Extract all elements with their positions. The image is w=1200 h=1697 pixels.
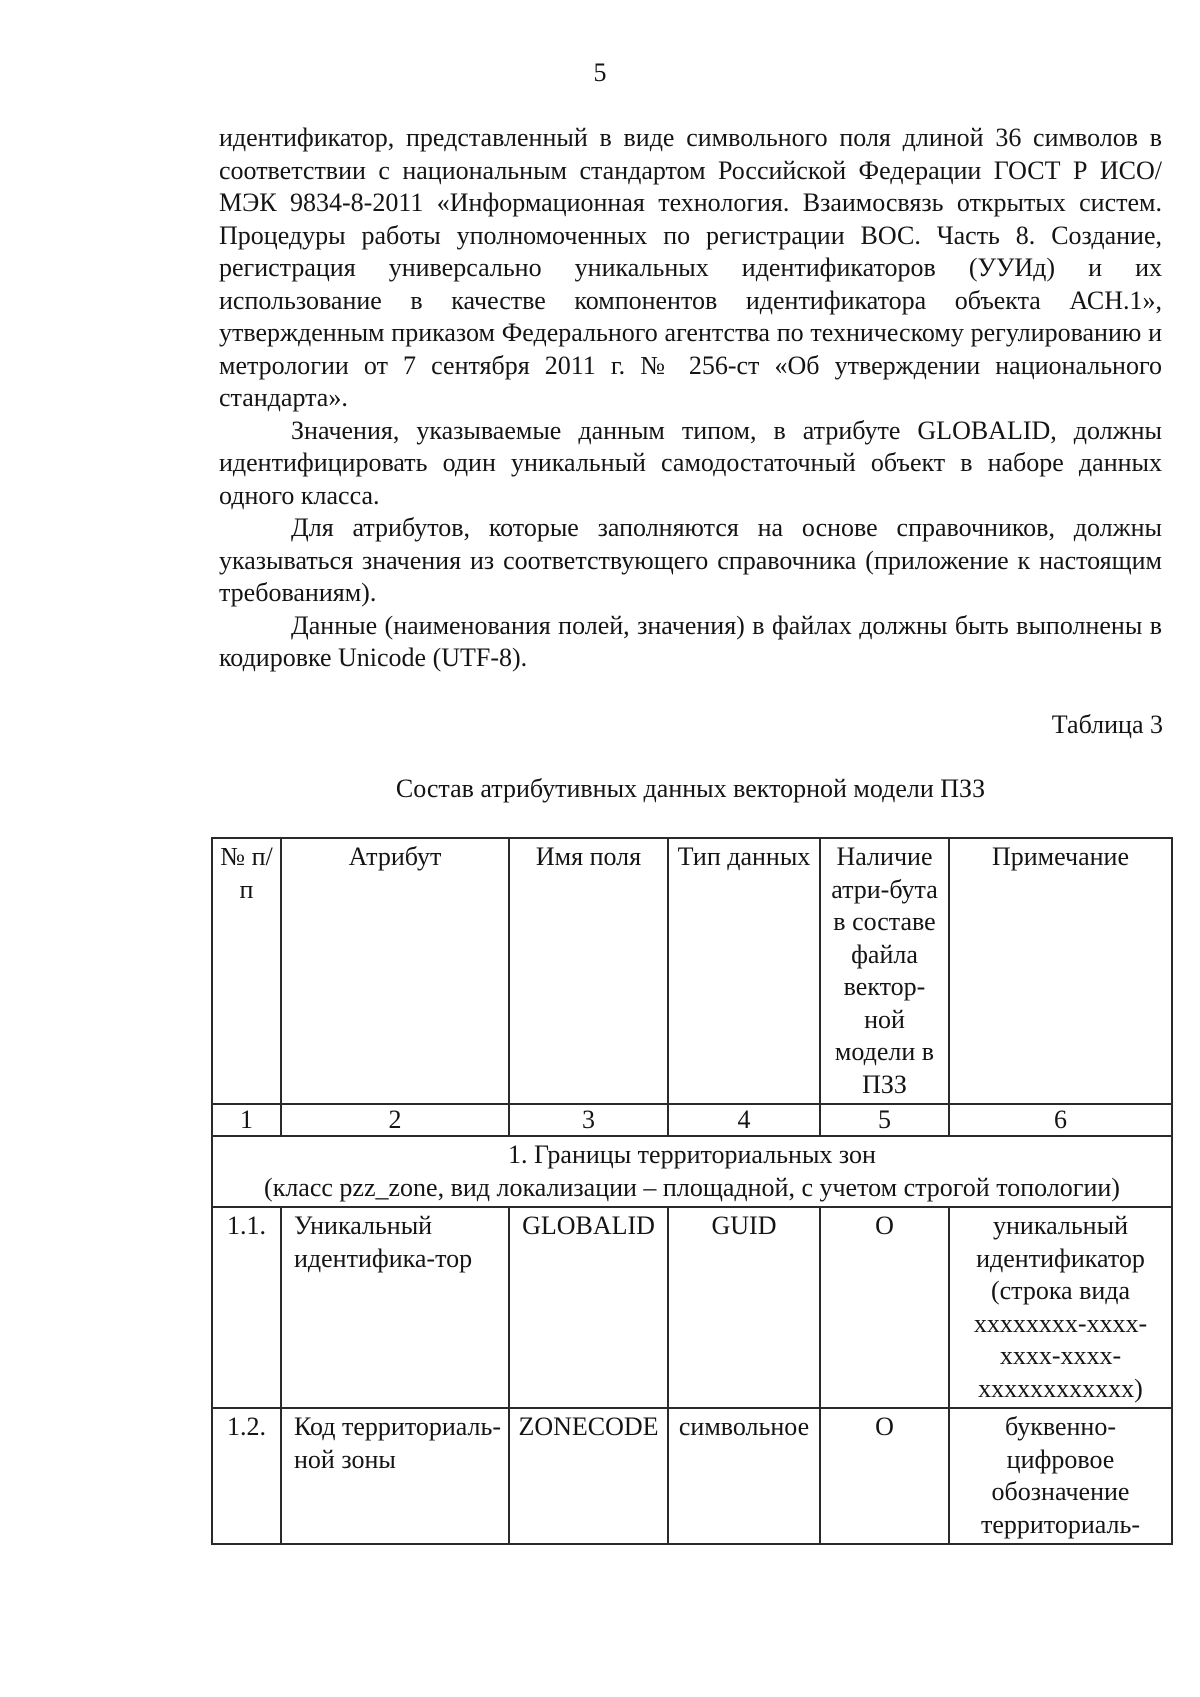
paragraph-globalid: Значения, указываемые данным типом, в атрибуте GLOBALID, должны идентифицировать один уникальный самодостаточный объект в наборе данных одного класса.: [219, 415, 1162, 510]
row-field-name: ZONECODE: [509, 1408, 668, 1544]
section-title: 1. Границы территориальных зон: [508, 1140, 876, 1169]
table-header-row: [212, 838, 1172, 1104]
body-text: [219, 122, 1162, 675]
table-title: Состав атрибутивных данных векторной модели ПЗЗ: [395, 774, 986, 803]
column-number: 4: [668, 1104, 820, 1136]
column-number-row: [212, 1104, 1172, 1136]
row-data-type: символьное: [668, 1408, 820, 1544]
row-num: 1.2.: [212, 1408, 281, 1544]
header-num: № п/п: [212, 838, 281, 1104]
header-note: Примечание: [949, 838, 1172, 1104]
row-attribute: Код территориаль-ной зоны: [281, 1408, 509, 1544]
column-number: 6: [949, 1104, 1172, 1136]
row-num: 1.1.: [212, 1207, 281, 1408]
section-row: [212, 1136, 1172, 1207]
header-field-name: Имя поля: [509, 838, 668, 1104]
row-note: буквенно-цифровое обозначение территориаль-: [949, 1408, 1172, 1544]
section-heading: [212, 1136, 1172, 1207]
paragraph-guid-definition: идентификатор, представленный в виде символьного поля длиной 36 символов в соответствии с национальным стандартом Российской Федерации ГОСТ Р ИСО/МЭК 9834-8-2011 «Информационная технология. Взаимосвязь открытых систем. Процедуры работы уполномоченных по регистрации ВОС. Часть 8. Создание, регистрация универсально уникальных идентификаторов (УУИд) и их использование в качестве компонентов идентификатора объекта АСН.1», утвержденным приказом Федерального агентства по техническому регулированию и метрологии от 7 сентября 2011 г. № 256-ст «Об утверждении национального стандарта».: [219, 123, 1162, 412]
column-number: 2: [281, 1104, 509, 1136]
table-row: [212, 1207, 1172, 1408]
table-row: [212, 1408, 1172, 1544]
attribute-table: [211, 837, 1173, 1545]
column-number: 3: [509, 1104, 668, 1136]
row-presence: О: [820, 1207, 949, 1408]
header-presence: Наличие атри-бута в составе файла вектор-ной модели в ПЗЗ: [820, 838, 949, 1104]
row-presence: О: [820, 1408, 949, 1544]
header-attribute: Атрибут: [281, 838, 509, 1104]
paragraph-reference-values: Для атрибутов, которые заполняются на основе справочников, должны указываться значения из соответствующего справочника (приложение к настоящим требованиям).: [219, 513, 1162, 607]
row-note: уникальный идентификатор (строка вида xxxxxxxx-xxxx-xxxx-xxxx-xxxxxxxxxxxx): [949, 1207, 1172, 1408]
section-subtitle: (класс pzz_zone, вид локализации – площадной, с учетом строгой топологии): [264, 1172, 1120, 1202]
header-data-type: Тип данных: [668, 838, 820, 1104]
row-field-name: GLOBALID: [509, 1207, 668, 1408]
row-data-type: GUID: [668, 1207, 820, 1408]
row-attribute: Уникальный идентифика-тор: [281, 1207, 509, 1408]
table-label: Таблица 3: [1051, 710, 1163, 739]
column-number: 1: [212, 1104, 281, 1136]
page-number: 5: [593, 58, 607, 87]
column-number: 5: [820, 1104, 949, 1136]
paragraph-encoding: Данные (наименования полей, значения) в файлах должны быть выполнены в кодировке Unicode (UTF-8).: [219, 610, 1162, 672]
